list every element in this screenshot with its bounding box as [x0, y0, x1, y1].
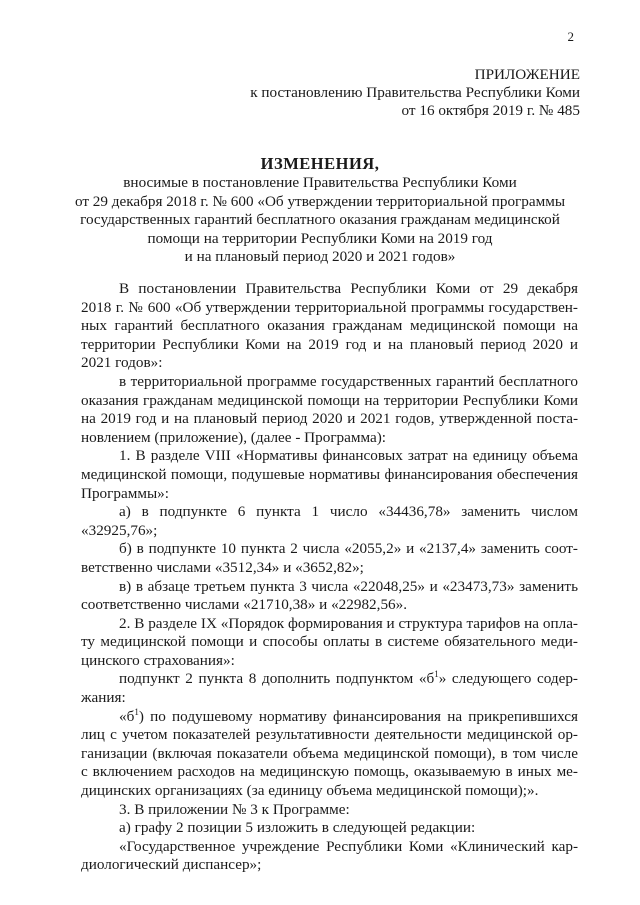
- body-line: «Государственное учреждение Республики Коми «Клинический кар-: [119, 837, 578, 855]
- body-line: на 2019 год и на плановый период 2020 и 2021 годов, утвержденной поста-: [81, 410, 578, 428]
- body-line: 1. В разделе VIII «Нормативы финансовых затрат на единицу объема: [119, 447, 578, 465]
- body-line: цинского страхования»:: [81, 651, 235, 669]
- body-line: в) в абзаце третьем пункта 3 числа «22048,25» и «23473,73» заменить: [119, 577, 578, 595]
- body-line: жания:: [81, 689, 126, 707]
- body-line: медицинской помощи, подушевые нормативы финансирования обеспечения: [81, 465, 578, 483]
- body-line: с включением расходов на медицинскую помощь, оказываемую в иных ме-: [81, 763, 578, 781]
- appendix-label: ПРИЛОЖЕНИЕ: [474, 66, 580, 83]
- body-line: «$б^1$) по подушевому нормативу финансирования на прикрепившихся: [119, 706, 578, 725]
- document-subtitle: [0, 174, 640, 267]
- body-line: 2. В разделе IX «Порядок формирования и структура тарифов на опла-: [119, 614, 578, 632]
- subtitle-line: и на плановый период 2020 и 2021 годов»: [184, 248, 456, 266]
- body-line: соответственно числами «21710,38» и «22982,56».: [81, 596, 408, 614]
- document-body: [81, 280, 578, 875]
- body-line: ных гарантий бесплатного оказания гражданам медицинской помощи на: [81, 317, 578, 335]
- document-title: ИЗМЕНЕНИЯ,: [260, 154, 380, 173]
- body-line: подпункт 2 пункта 8 дополнить подпунктом «$б^1$» следующего содер-: [119, 669, 578, 688]
- body-line: б) в подпункте 10 пункта 2 числа «2055,2» и «2137,4» заменить соот-: [119, 540, 578, 558]
- body-line: ту медицинской помощи и способы оплаты в системе обязательного меди-: [81, 633, 578, 651]
- body-line: 2021 годов»:: [81, 354, 163, 372]
- page-number: 2: [567, 29, 574, 44]
- body-line: 3. В приложении № 3 к Программе:: [119, 800, 350, 818]
- body-line: Программы»:: [81, 484, 169, 502]
- body-line: ганизации (включая показатели объема медицинской помощи), в том числе: [81, 744, 578, 762]
- subtitle-line: государственных гарантий бесплатного оказания гражданам медицинской: [80, 211, 560, 229]
- body-line: оказания гражданам медицинской помощи на территории Республики Коми: [81, 391, 578, 409]
- subtitle-line: помощи на территории Республики Коми на 2019 год: [147, 229, 493, 247]
- body-line: а) графу 2 позиции 5 изложить в следующей редакции:: [119, 819, 476, 837]
- appendix-reference: к постановлению Правительства Республики Коми: [250, 84, 580, 101]
- body-line: территории Республики Коми на 2019 год и на плановый период 2020 и: [81, 335, 578, 353]
- appendix-header: [250, 66, 580, 120]
- body-line: 2018 г. № 600 «Об утверждении территориальной программы государствен-: [81, 298, 578, 316]
- body-line: ветственно числами «3512,34» и «3652,82»;: [81, 558, 364, 576]
- body-line: а) в подпункте 6 пункта 1 число «34436,78» заменить числом: [119, 503, 578, 521]
- subtitle-line: от 29 декабря 2018 г. № 600 «Об утверждении территориальной программы: [74, 192, 566, 210]
- body-line: диологический диспансер»;: [81, 856, 262, 874]
- appendix-date: от 16 октября 2019 г. № 485: [401, 102, 580, 119]
- subtitle-line: вносимые в постановление Правительства Республики Коми: [123, 174, 517, 191]
- body-line: В постановлении Правительства Республики Коми от 29 декабря: [119, 280, 578, 297]
- body-line: лиц с учетом показателей результативности деятельности медицинской ор-: [81, 726, 578, 744]
- body-line: «32925,76»;: [81, 521, 158, 539]
- body-line: новлением (приложение), (далее - Программа):: [81, 428, 387, 446]
- body-line: дицинских организациях (за единицу объема медицинской помощи);».: [81, 782, 539, 800]
- body-line: в территориальной программе государственных гарантий бесплатного: [119, 372, 578, 390]
